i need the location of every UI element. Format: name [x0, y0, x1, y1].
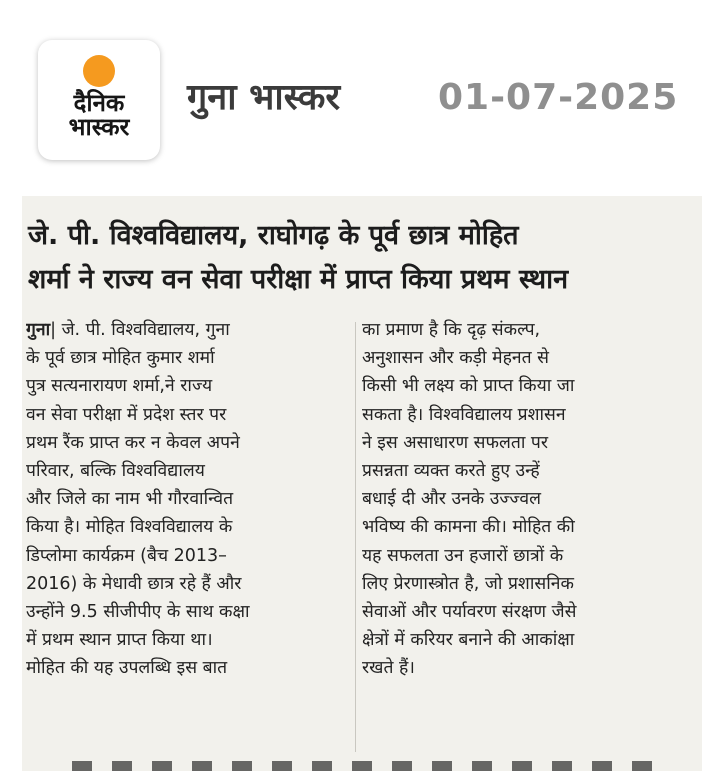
text-line: का प्रमाण है कि दृढ़ संकल्प, — [362, 320, 541, 340]
article-column-left — [26, 316, 344, 683]
text-line: उन्होंने 9.5 सीजीपीए के साथ कक्षा — [26, 602, 250, 623]
text-line: परिवार, बल्कि विश्वविद्यालय — [26, 461, 205, 482]
text-line-content: | जे. पी. विश्वविद्यालय, गुना — [50, 320, 230, 340]
text-line: क्षेत्रों में करियर बनाने की आकांक्षा — [362, 630, 575, 651]
text-line: वन सेवा परीक्षा में प्रदेश स्तर पर — [26, 404, 227, 425]
text-line: 2016) के मेधावी छात्र रहे हैं और — [26, 573, 242, 594]
text-line: में प्रथम स्थान प्राप्त किया था। — [26, 630, 213, 651]
text-line: सकता है। विश्वविद्यालय प्रशासन — [362, 404, 566, 425]
article-column-right — [362, 316, 692, 683]
text-line: प्रसन्नता व्यक्त करते हुए उन्हें — [362, 461, 540, 482]
text-line: किया है। मोहित विश्वविद्यालय के — [26, 517, 233, 538]
logo-text-line1: दैनिक — [73, 89, 125, 117]
masthead — [0, 0, 711, 196]
text-line: प्रथम रैंक प्राप्त कर न केवल अपने — [26, 432, 240, 453]
text-line: लिए प्रेरणास्त्रोत है, जो प्रशासनिक — [362, 573, 574, 594]
text-line: अनुशासन और कड़ी मेहनत से — [362, 348, 549, 369]
column-divider — [355, 322, 356, 752]
edition-name: गुना भास्कर — [187, 77, 341, 118]
text-line: सेवाओं और पर्यावरण संरक्षण जैसे — [362, 602, 577, 623]
article-headline — [28, 214, 692, 302]
text-line: डिप्लोमा कार्यक्रम (बैच 2013– — [26, 545, 227, 566]
text-line: यह सफलता उन हजारों छात्रों के — [362, 545, 564, 566]
text-line: बधाई दी और उनके उज्ज्वल — [362, 489, 541, 510]
news-clipping — [22, 196, 702, 771]
logo-text-line2: भास्कर — [68, 113, 130, 141]
sun-icon — [83, 55, 115, 87]
text-line: पुत्र सत्यनारायण शर्मा,ने राज्य — [26, 376, 213, 397]
dateline: गुना — [26, 320, 51, 340]
text-line: किसी भी लक्ष्य को प्राप्त किया जा — [362, 376, 575, 397]
text-line — [26, 316, 344, 344]
headline-line: जे. पी. विश्वविद्यालय, राघोगढ़ के पूर्व छात्र मोहित — [28, 220, 519, 251]
edition-date: 01-07-2025 — [438, 77, 679, 118]
next-headline-fragment — [72, 761, 672, 771]
text-line: ने इस असाधारण सफलता पर — [362, 432, 549, 453]
text-line: मोहित की यह उपलब्धि इस बात — [26, 658, 228, 679]
text-line: के पूर्व छात्र मोहित कुमार शर्मा — [26, 348, 215, 369]
headline-line: शर्मा ने राज्य वन सेवा परीक्षा में प्राप्त किया प्रथम स्थान — [28, 264, 569, 295]
dainik-bhaskar-logo — [38, 40, 160, 160]
text-line: और जिले का नाम भी गौरवान्वित — [26, 489, 234, 510]
text-line: रखते हैं। — [362, 658, 415, 679]
text-line: भविष्य की कामना की। मोहित की — [362, 517, 575, 538]
